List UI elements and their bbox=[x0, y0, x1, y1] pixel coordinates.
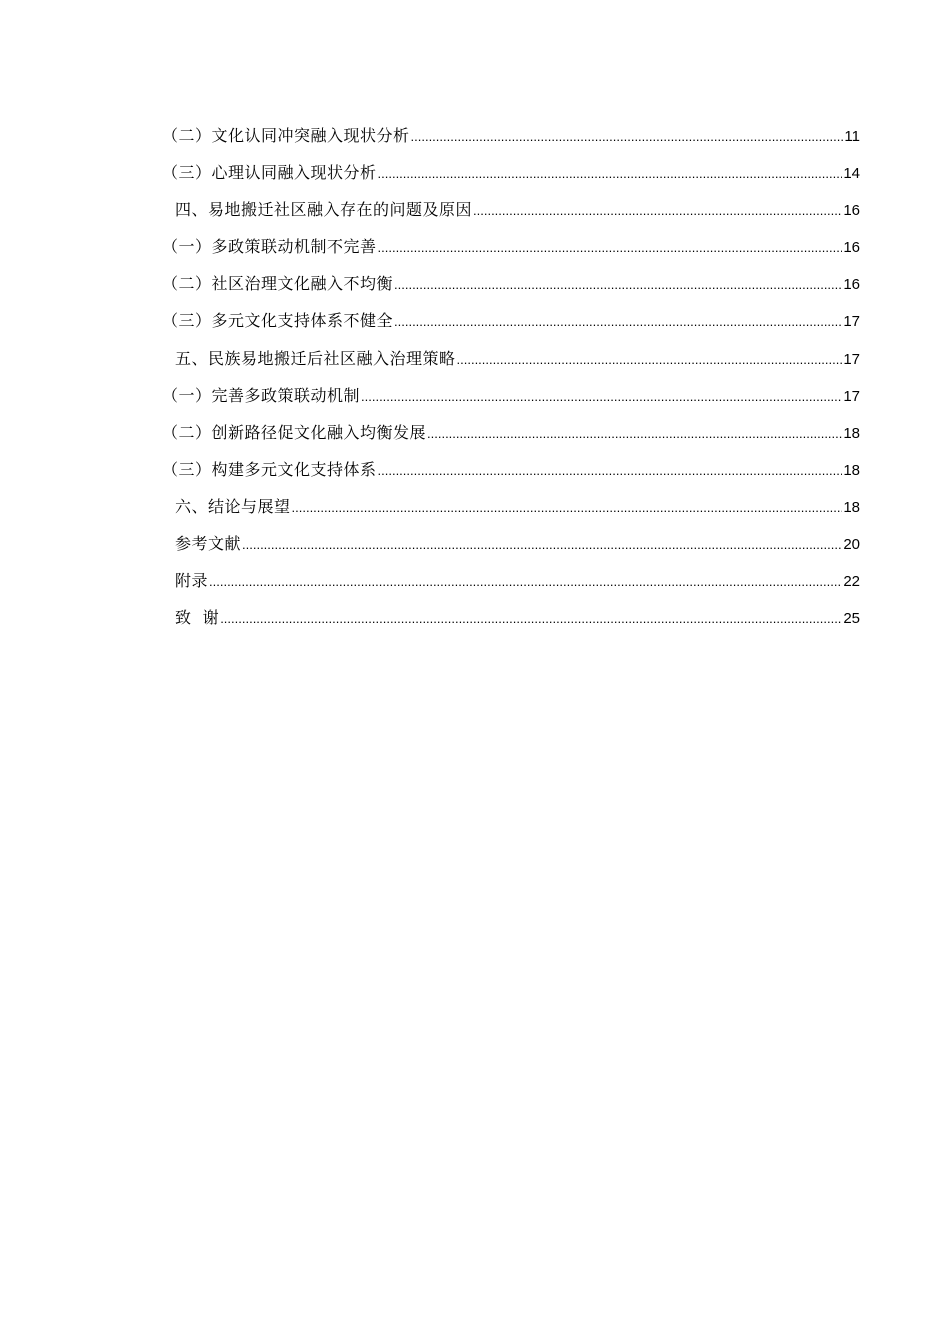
toc-page-number: 16 bbox=[843, 239, 860, 257]
toc-entry[interactable] bbox=[162, 340, 860, 377]
toc-dot-leader bbox=[394, 303, 842, 340]
toc-entry-title: 附录 bbox=[175, 571, 209, 591]
toc-dot-leader bbox=[242, 526, 842, 563]
toc-entry[interactable] bbox=[162, 599, 860, 636]
toc-page-number: 18 bbox=[843, 424, 860, 442]
toc-entry[interactable] bbox=[162, 191, 860, 228]
toc-entry[interactable] bbox=[162, 451, 860, 488]
toc-entry[interactable] bbox=[162, 117, 860, 154]
toc-dot-leader bbox=[361, 378, 842, 415]
toc-page-number: 18 bbox=[843, 461, 860, 479]
toc-entry[interactable] bbox=[162, 377, 860, 414]
toc-entry-title: （一）完善多政策联动机制 bbox=[162, 385, 361, 405]
toc-page-number: 22 bbox=[843, 573, 860, 591]
toc-entry-title: （二）社区治理文化融入不均衡 bbox=[162, 274, 394, 294]
toc-page-number: 14 bbox=[843, 165, 860, 183]
toc-dot-leader bbox=[394, 266, 842, 303]
toc-entry[interactable] bbox=[162, 488, 860, 525]
toc-page-number: 17 bbox=[843, 313, 860, 331]
toc-entry[interactable] bbox=[162, 265, 860, 302]
toc-dot-leader bbox=[411, 118, 844, 155]
toc-dot-leader bbox=[457, 341, 843, 378]
toc-page-number: 18 bbox=[843, 498, 860, 516]
toc-dot-leader bbox=[378, 452, 843, 489]
toc-entry[interactable] bbox=[162, 562, 860, 599]
toc-entry-title: （二）文化认同冲突融入现状分析 bbox=[162, 126, 410, 145]
toc-entry-title: 五、民族易地搬迁后社区融入治理策略 bbox=[175, 348, 456, 368]
toc-dot-leader bbox=[220, 600, 842, 637]
toc-entry[interactable] bbox=[162, 414, 860, 451]
toc-dot-leader bbox=[209, 563, 842, 600]
toc-entry-title: 参考文献 bbox=[175, 534, 242, 554]
toc-page-number: 17 bbox=[843, 387, 860, 405]
table-of-contents bbox=[162, 117, 860, 636]
toc-dot-leader bbox=[378, 155, 843, 192]
toc-page-number: 11 bbox=[844, 128, 860, 145]
toc-page-number: 20 bbox=[843, 536, 860, 554]
toc-dot-leader bbox=[473, 192, 842, 229]
toc-entry[interactable] bbox=[162, 154, 860, 191]
toc-entry-title: （三）构建多元文化支持体系 bbox=[162, 459, 377, 479]
toc-entry-title: 四、易地搬迁社区融入存在的问题及原因 bbox=[175, 200, 473, 220]
toc-entry-title: （三）多元文化支持体系不健全 bbox=[162, 311, 394, 331]
toc-entry-title: （三）心理认同融入现状分析 bbox=[162, 163, 377, 183]
toc-entry[interactable] bbox=[162, 302, 860, 339]
toc-entry-title: 致 谢 bbox=[175, 608, 220, 628]
toc-dot-leader bbox=[378, 229, 843, 266]
toc-page-number: 25 bbox=[843, 610, 860, 628]
toc-page-number: 16 bbox=[843, 276, 860, 294]
toc-entry-title: 六、结论与展望 bbox=[175, 496, 291, 516]
toc-entry-title: （二）创新路径促文化融入均衡发展 bbox=[162, 422, 427, 442]
toc-entry[interactable] bbox=[162, 525, 860, 562]
toc-entry-title: （一）多政策联动机制不完善 bbox=[162, 237, 377, 257]
toc-page-number: 17 bbox=[843, 350, 860, 368]
toc-dot-leader bbox=[292, 489, 843, 526]
toc-page-number: 16 bbox=[843, 202, 860, 220]
toc-entry[interactable] bbox=[162, 228, 860, 265]
toc-dot-leader bbox=[427, 415, 842, 452]
